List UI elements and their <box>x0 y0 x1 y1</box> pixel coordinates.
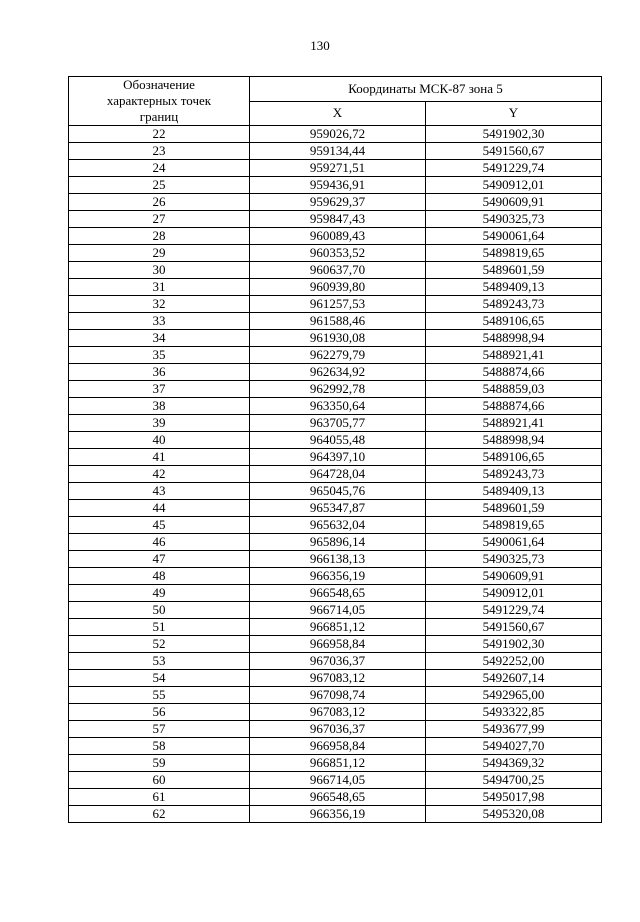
table-row <box>69 755 602 772</box>
y-coordinate-cell: 5488874,66 <box>426 398 602 415</box>
header-line: границ <box>139 109 179 124</box>
point-number-cell: 33 <box>69 313 250 330</box>
table-row <box>69 432 602 449</box>
point-number-cell: 34 <box>69 330 250 347</box>
point-number-cell: 44 <box>69 500 250 517</box>
x-coordinate-cell: 961930,08 <box>250 330 426 347</box>
table-row <box>69 687 602 704</box>
point-number-cell: 40 <box>69 432 250 449</box>
y-coordinate-cell: 5490325,73 <box>426 211 602 228</box>
y-coordinate-cell: 5495017,98 <box>426 789 602 806</box>
point-number-cell: 24 <box>69 160 250 177</box>
x-coordinate-cell: 966548,65 <box>250 585 426 602</box>
x-coordinate-cell: 962279,79 <box>250 347 426 364</box>
table-row <box>69 772 602 789</box>
table-body <box>69 126 602 823</box>
table-row <box>69 262 602 279</box>
y-coordinate-cell: 5489106,65 <box>426 313 602 330</box>
table-row <box>69 636 602 653</box>
table-row <box>69 551 602 568</box>
table-row <box>69 415 602 432</box>
x-coordinate-cell: 966138,13 <box>250 551 426 568</box>
y-coordinate-cell: 5488874,66 <box>426 364 602 381</box>
x-coordinate-cell: 965045,76 <box>250 483 426 500</box>
table-row <box>69 296 602 313</box>
x-coordinate-cell: 965632,04 <box>250 517 426 534</box>
x-coordinate-cell: 964055,48 <box>250 432 426 449</box>
x-coordinate-cell: 959026,72 <box>250 126 426 143</box>
table-header-row <box>69 77 602 102</box>
point-number-cell: 54 <box>69 670 250 687</box>
y-coordinate-cell: 5489409,13 <box>426 483 602 500</box>
table-row <box>69 653 602 670</box>
point-number-cell: 45 <box>69 517 250 534</box>
point-number-cell: 38 <box>69 398 250 415</box>
point-number-cell: 47 <box>69 551 250 568</box>
y-coordinate-cell: 5489601,59 <box>426 262 602 279</box>
table-row <box>69 483 602 500</box>
x-coordinate-cell: 966356,19 <box>250 568 426 585</box>
y-coordinate-cell: 5490061,64 <box>426 534 602 551</box>
y-coordinate-cell: 5491902,30 <box>426 126 602 143</box>
y-coordinate-cell: 5489106,65 <box>426 449 602 466</box>
x-coordinate-cell: 967036,37 <box>250 653 426 670</box>
table-row <box>69 347 602 364</box>
point-number-cell: 49 <box>69 585 250 602</box>
point-number-cell: 41 <box>69 449 250 466</box>
table-row <box>69 211 602 228</box>
y-header: Y <box>426 101 602 126</box>
coordinates-table <box>68 76 602 823</box>
table-row <box>69 500 602 517</box>
x-coordinate-cell: 965896,14 <box>250 534 426 551</box>
table-row <box>69 126 602 143</box>
y-coordinate-cell: 5492965,00 <box>426 687 602 704</box>
table-row <box>69 228 602 245</box>
x-coordinate-cell: 959436,91 <box>250 177 426 194</box>
y-coordinate-cell: 5490912,01 <box>426 177 602 194</box>
y-coordinate-cell: 5489243,73 <box>426 296 602 313</box>
table-row <box>69 160 602 177</box>
x-coordinate-cell: 960089,43 <box>250 228 426 245</box>
x-coordinate-cell: 967098,74 <box>250 687 426 704</box>
point-number-cell: 55 <box>69 687 250 704</box>
table-row <box>69 245 602 262</box>
table-row <box>69 313 602 330</box>
table-row <box>69 364 602 381</box>
x-coordinate-cell: 967083,12 <box>250 670 426 687</box>
table-row <box>69 466 602 483</box>
x-coordinate-cell: 963350,64 <box>250 398 426 415</box>
y-coordinate-cell: 5495320,08 <box>426 806 602 823</box>
point-number-cell: 37 <box>69 381 250 398</box>
x-coordinate-cell: 966958,84 <box>250 738 426 755</box>
x-coordinate-cell: 966851,12 <box>250 755 426 772</box>
y-coordinate-cell: 5490609,91 <box>426 194 602 211</box>
point-number-cell: 62 <box>69 806 250 823</box>
table-row <box>69 585 602 602</box>
coordinates-header: Координаты МСК-87 зона 5 <box>250 77 602 102</box>
y-coordinate-cell: 5494369,32 <box>426 755 602 772</box>
point-number-cell: 35 <box>69 347 250 364</box>
point-number-cell: 52 <box>69 636 250 653</box>
point-number-cell: 57 <box>69 721 250 738</box>
point-number-cell: 32 <box>69 296 250 313</box>
table-row <box>69 279 602 296</box>
y-coordinate-cell: 5488998,94 <box>426 330 602 347</box>
table-row <box>69 449 602 466</box>
point-number-cell: 61 <box>69 789 250 806</box>
table-row <box>69 738 602 755</box>
point-number-cell: 31 <box>69 279 250 296</box>
y-coordinate-cell: 5492607,14 <box>426 670 602 687</box>
table-row <box>69 517 602 534</box>
y-coordinate-cell: 5489243,73 <box>426 466 602 483</box>
point-number-cell: 56 <box>69 704 250 721</box>
x-coordinate-cell: 962634,92 <box>250 364 426 381</box>
y-coordinate-cell: 5488921,41 <box>426 347 602 364</box>
point-number-cell: 43 <box>69 483 250 500</box>
y-coordinate-cell: 5490061,64 <box>426 228 602 245</box>
x-coordinate-cell: 959847,43 <box>250 211 426 228</box>
point-number-cell: 60 <box>69 772 250 789</box>
x-coordinate-cell: 963705,77 <box>250 415 426 432</box>
table-row <box>69 143 602 160</box>
point-number-cell: 29 <box>69 245 250 262</box>
table-row <box>69 704 602 721</box>
point-number-cell: 39 <box>69 415 250 432</box>
table-row <box>69 670 602 687</box>
point-number-cell: 26 <box>69 194 250 211</box>
x-coordinate-cell: 964397,10 <box>250 449 426 466</box>
point-number-cell: 53 <box>69 653 250 670</box>
point-number-cell: 48 <box>69 568 250 585</box>
x-coordinate-cell: 966714,05 <box>250 772 426 789</box>
y-coordinate-cell: 5489819,65 <box>426 245 602 262</box>
table-row <box>69 619 602 636</box>
y-coordinate-cell: 5491229,74 <box>426 602 602 619</box>
y-coordinate-cell: 5488998,94 <box>426 432 602 449</box>
point-designation-header <box>69 77 250 126</box>
point-number-cell: 59 <box>69 755 250 772</box>
x-coordinate-cell: 964728,04 <box>250 466 426 483</box>
table-row <box>69 568 602 585</box>
header-line: характерных точек <box>106 93 212 108</box>
header-line: Обозначение <box>123 77 195 92</box>
table-row <box>69 534 602 551</box>
y-coordinate-cell: 5494027,70 <box>426 738 602 755</box>
y-coordinate-cell: 5488859,03 <box>426 381 602 398</box>
x-coordinate-cell: 966714,05 <box>250 602 426 619</box>
x-coordinate-cell: 962992,78 <box>250 381 426 398</box>
point-number-cell: 51 <box>69 619 250 636</box>
y-coordinate-cell: 5489601,59 <box>426 500 602 517</box>
x-coordinate-cell: 960939,80 <box>250 279 426 296</box>
x-coordinate-cell: 960353,52 <box>250 245 426 262</box>
point-number-cell: 42 <box>69 466 250 483</box>
y-coordinate-cell: 5490325,73 <box>426 551 602 568</box>
point-number-cell: 25 <box>69 177 250 194</box>
x-coordinate-cell: 966356,19 <box>250 806 426 823</box>
table-row <box>69 177 602 194</box>
table-row <box>69 381 602 398</box>
table-row <box>69 398 602 415</box>
point-number-cell: 50 <box>69 602 250 619</box>
y-coordinate-cell: 5493322,85 <box>426 704 602 721</box>
table-row <box>69 330 602 347</box>
point-number-cell: 28 <box>69 228 250 245</box>
x-coordinate-cell: 965347,87 <box>250 500 426 517</box>
point-number-cell: 36 <box>69 364 250 381</box>
point-number-cell: 23 <box>69 143 250 160</box>
y-coordinate-cell: 5490912,01 <box>426 585 602 602</box>
x-coordinate-cell: 959134,44 <box>250 143 426 160</box>
table-row <box>69 194 602 211</box>
point-number-cell: 46 <box>69 534 250 551</box>
x-coordinate-cell: 966958,84 <box>250 636 426 653</box>
table-row <box>69 789 602 806</box>
page-number: 130 <box>310 38 330 53</box>
y-coordinate-cell: 5491902,30 <box>426 636 602 653</box>
y-coordinate-cell: 5489819,65 <box>426 517 602 534</box>
x-coordinate-cell: 961588,46 <box>250 313 426 330</box>
y-coordinate-cell: 5491560,67 <box>426 143 602 160</box>
x-header: X <box>250 101 426 126</box>
point-number-cell: 30 <box>69 262 250 279</box>
y-coordinate-cell: 5490609,91 <box>426 568 602 585</box>
y-coordinate-cell: 5493677,99 <box>426 721 602 738</box>
x-coordinate-cell: 967036,37 <box>250 721 426 738</box>
point-number-cell: 27 <box>69 211 250 228</box>
table-row <box>69 721 602 738</box>
x-coordinate-cell: 967083,12 <box>250 704 426 721</box>
y-coordinate-cell: 5488921,41 <box>426 415 602 432</box>
y-coordinate-cell: 5494700,25 <box>426 772 602 789</box>
point-number-cell: 22 <box>69 126 250 143</box>
x-coordinate-cell: 959271,51 <box>250 160 426 177</box>
x-coordinate-cell: 960637,70 <box>250 262 426 279</box>
x-coordinate-cell: 966548,65 <box>250 789 426 806</box>
x-coordinate-cell: 961257,53 <box>250 296 426 313</box>
x-coordinate-cell: 966851,12 <box>250 619 426 636</box>
y-coordinate-cell: 5492252,00 <box>426 653 602 670</box>
x-coordinate-cell: 959629,37 <box>250 194 426 211</box>
y-coordinate-cell: 5491560,67 <box>426 619 602 636</box>
y-coordinate-cell: 5489409,13 <box>426 279 602 296</box>
y-coordinate-cell: 5491229,74 <box>426 160 602 177</box>
table-row <box>69 806 602 823</box>
point-number-cell: 58 <box>69 738 250 755</box>
table-row <box>69 602 602 619</box>
